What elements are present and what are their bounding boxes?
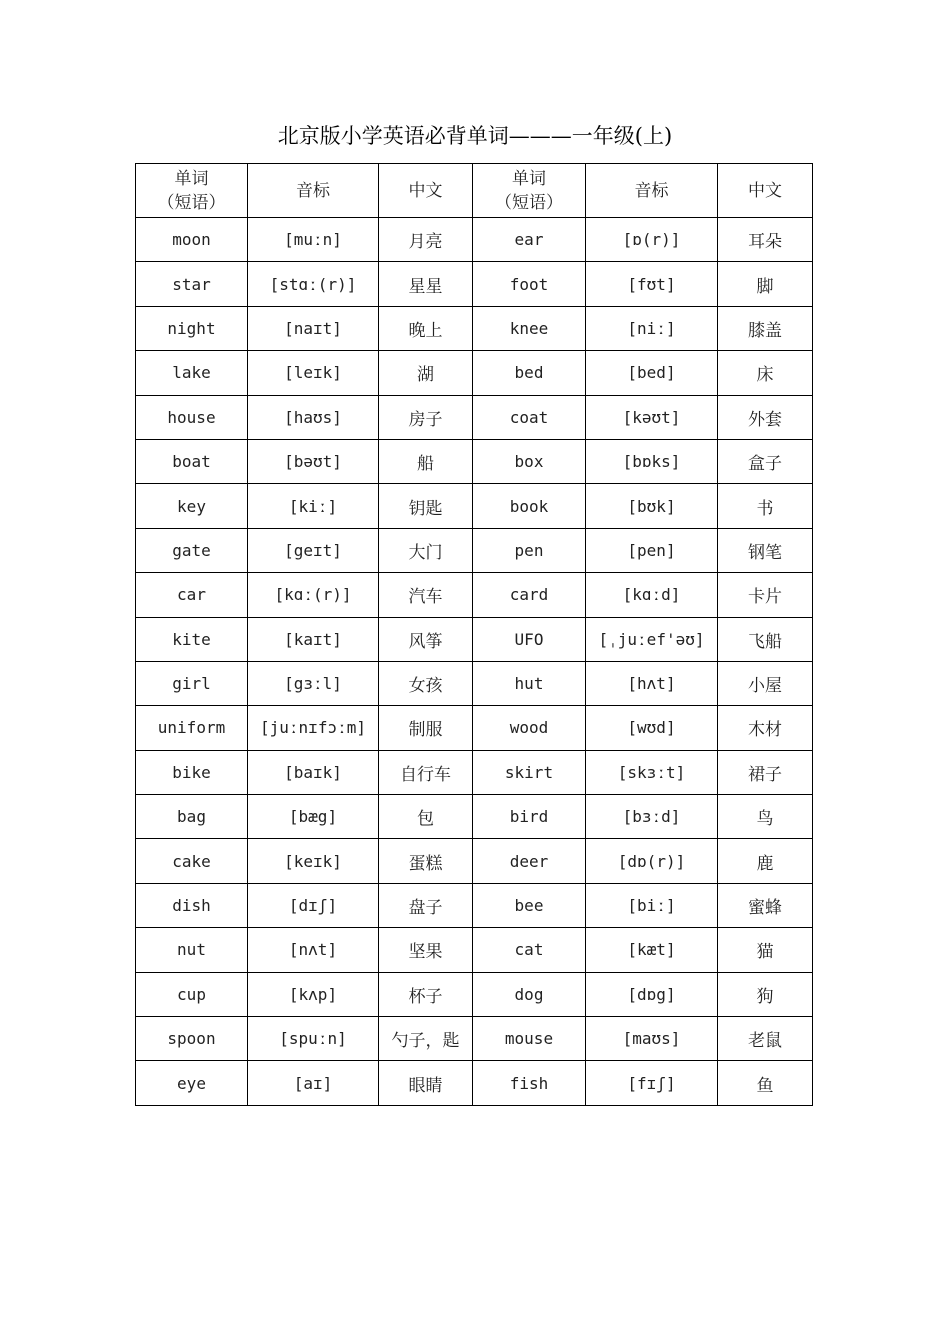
chinese-cell: 小屋: [718, 661, 813, 705]
word-cell: cat: [473, 928, 586, 972]
table-row: [136, 218, 813, 262]
phonetic-cell: [hʌt]: [586, 661, 718, 705]
word-cell: uniform: [136, 706, 248, 750]
table-row: [136, 972, 813, 1016]
word-cell: coat: [473, 395, 586, 439]
word-cell: moon: [136, 218, 248, 262]
phonetic-cell: [maʊs]: [586, 1017, 718, 1061]
chinese-cell: 床: [718, 351, 813, 395]
phonetic-cell: [kiː]: [248, 484, 379, 528]
chinese-cell: 钢笔: [718, 528, 813, 572]
word-cell: hut: [473, 661, 586, 705]
word-cell: box: [473, 439, 586, 483]
phonetic-cell: [nʌt]: [248, 928, 379, 972]
table-row: [136, 351, 813, 395]
phonetic-cell: [muːn]: [248, 218, 379, 262]
chinese-cell: 大门: [379, 528, 473, 572]
phonetic-cell: [biː]: [586, 883, 718, 927]
header-phonetic: 音标: [586, 164, 718, 218]
chinese-cell: 湖: [379, 351, 473, 395]
word-cell: kite: [136, 617, 248, 661]
chinese-cell: 晚上: [379, 306, 473, 350]
table-row: [136, 573, 813, 617]
word-cell: pen: [473, 528, 586, 572]
chinese-cell: 木材: [718, 706, 813, 750]
phonetic-cell: [fɪʃ]: [586, 1061, 718, 1105]
word-cell: boat: [136, 439, 248, 483]
chinese-cell: 猫: [718, 928, 813, 972]
phonetic-cell: [bæg]: [248, 795, 379, 839]
table-header-row: [136, 164, 813, 218]
word-cell: nut: [136, 928, 248, 972]
word-cell: girl: [136, 661, 248, 705]
table-row: [136, 661, 813, 705]
table-row: [136, 306, 813, 350]
word-cell: key: [136, 484, 248, 528]
word-cell: spoon: [136, 1017, 248, 1061]
chinese-cell: 女孩: [379, 661, 473, 705]
chinese-cell: 外套: [718, 395, 813, 439]
chinese-cell: 卡片: [718, 573, 813, 617]
phonetic-cell: [bɜːd]: [586, 795, 718, 839]
chinese-cell: 包: [379, 795, 473, 839]
phonetic-cell: [fʊt]: [586, 262, 718, 306]
chinese-cell: 鱼: [718, 1061, 813, 1105]
phonetic-cell: [leɪk]: [248, 351, 379, 395]
phonetic-cell: [ˌjuːef'əʊ]: [586, 617, 718, 661]
phonetic-cell: [stɑː(r)]: [248, 262, 379, 306]
phonetic-cell: [ɒ(r)]: [586, 218, 718, 262]
chinese-cell: 飞船: [718, 617, 813, 661]
phonetic-cell: [wʊd]: [586, 706, 718, 750]
word-cell: star: [136, 262, 248, 306]
chinese-cell: 杯子: [379, 972, 473, 1016]
header-word: 单词 （短语）: [136, 164, 248, 218]
phonetic-cell: [dɒ(r)]: [586, 839, 718, 883]
table-row: [136, 395, 813, 439]
word-cell: bee: [473, 883, 586, 927]
word-cell: night: [136, 306, 248, 350]
chinese-cell: 狗: [718, 972, 813, 1016]
header-phonetic: 音标: [248, 164, 379, 218]
chinese-cell: 制服: [379, 706, 473, 750]
phonetic-cell: [naɪt]: [248, 306, 379, 350]
phonetic-cell: [geɪt]: [248, 528, 379, 572]
word-cell: bed: [473, 351, 586, 395]
table-row: [136, 439, 813, 483]
chinese-cell: 月亮: [379, 218, 473, 262]
table-row: [136, 928, 813, 972]
chinese-cell: 勺子，匙: [379, 1017, 473, 1061]
phonetic-cell: [dɒg]: [586, 972, 718, 1016]
word-cell: mouse: [473, 1017, 586, 1061]
word-cell: cup: [136, 972, 248, 1016]
phonetic-cell: [dɪʃ]: [248, 883, 379, 927]
word-cell: knee: [473, 306, 586, 350]
phonetic-cell: [kaɪt]: [248, 617, 379, 661]
phonetic-cell: [spuːn]: [248, 1017, 379, 1061]
word-cell: book: [473, 484, 586, 528]
table-row: [136, 839, 813, 883]
word-cell: bird: [473, 795, 586, 839]
chinese-cell: 蛋糕: [379, 839, 473, 883]
phonetic-cell: [skɜːt]: [586, 750, 718, 794]
word-cell: UFO: [473, 617, 586, 661]
phonetic-cell: [kæt]: [586, 928, 718, 972]
table-row: [136, 617, 813, 661]
word-cell: ear: [473, 218, 586, 262]
phonetic-cell: [keɪk]: [248, 839, 379, 883]
word-cell: deer: [473, 839, 586, 883]
chinese-cell: 鹿: [718, 839, 813, 883]
word-cell: fish: [473, 1061, 586, 1105]
word-cell: gate: [136, 528, 248, 572]
phonetic-cell: [kəʊt]: [586, 395, 718, 439]
word-cell: card: [473, 573, 586, 617]
phonetic-cell: [bəʊt]: [248, 439, 379, 483]
word-cell: dish: [136, 883, 248, 927]
table-row: [136, 883, 813, 927]
chinese-cell: 耳朵: [718, 218, 813, 262]
chinese-cell: 盘子: [379, 883, 473, 927]
word-cell: bike: [136, 750, 248, 794]
phonetic-cell: [aɪ]: [248, 1061, 379, 1105]
word-cell: foot: [473, 262, 586, 306]
chinese-cell: 眼睛: [379, 1061, 473, 1105]
table-row: [136, 528, 813, 572]
chinese-cell: 鸟: [718, 795, 813, 839]
table-row: [136, 706, 813, 750]
phonetic-cell: [niː]: [586, 306, 718, 350]
word-cell: cake: [136, 839, 248, 883]
chinese-cell: 脚: [718, 262, 813, 306]
chinese-cell: 房子: [379, 395, 473, 439]
phonetic-cell: [kʌp]: [248, 972, 379, 1016]
table-row: [136, 750, 813, 794]
phonetic-cell: [gɜːl]: [248, 661, 379, 705]
phonetic-cell: [pen]: [586, 528, 718, 572]
chinese-cell: 星星: [379, 262, 473, 306]
phonetic-cell: [kɑːd]: [586, 573, 718, 617]
table-row: [136, 1061, 813, 1105]
word-cell: bag: [136, 795, 248, 839]
chinese-cell: 汽车: [379, 573, 473, 617]
header-chinese: 中文: [718, 164, 813, 218]
phonetic-cell: [kɑː(r)]: [248, 573, 379, 617]
header-word: 单词 （短语）: [473, 164, 586, 218]
table-row: [136, 1017, 813, 1061]
phonetic-cell: [haʊs]: [248, 395, 379, 439]
chinese-cell: 自行车: [379, 750, 473, 794]
phonetic-cell: [juːnɪfɔːm]: [248, 706, 379, 750]
header-chinese: 中文: [379, 164, 473, 218]
word-cell: wood: [473, 706, 586, 750]
chinese-cell: 钥匙: [379, 484, 473, 528]
table-row: [136, 484, 813, 528]
page-title: 北京版小学英语必背单词———一年级(上): [277, 124, 673, 148]
word-cell: house: [136, 395, 248, 439]
word-cell: lake: [136, 351, 248, 395]
chinese-cell: 风筝: [379, 617, 473, 661]
phonetic-cell: [baɪk]: [248, 750, 379, 794]
table-row: [136, 262, 813, 306]
vocabulary-table: [135, 163, 813, 1106]
chinese-cell: 船: [379, 439, 473, 483]
chinese-cell: 坚果: [379, 928, 473, 972]
phonetic-cell: [bed]: [586, 351, 718, 395]
word-cell: car: [136, 573, 248, 617]
word-cell: eye: [136, 1061, 248, 1105]
phonetic-cell: [bʊk]: [586, 484, 718, 528]
chinese-cell: 盒子: [718, 439, 813, 483]
table-row: [136, 795, 813, 839]
phonetic-cell: [bɒks]: [586, 439, 718, 483]
chinese-cell: 书: [718, 484, 813, 528]
word-cell: dog: [473, 972, 586, 1016]
chinese-cell: 蜜蜂: [718, 883, 813, 927]
word-cell: skirt: [473, 750, 586, 794]
chinese-cell: 膝盖: [718, 306, 813, 350]
chinese-cell: 裙子: [718, 750, 813, 794]
chinese-cell: 老鼠: [718, 1017, 813, 1061]
